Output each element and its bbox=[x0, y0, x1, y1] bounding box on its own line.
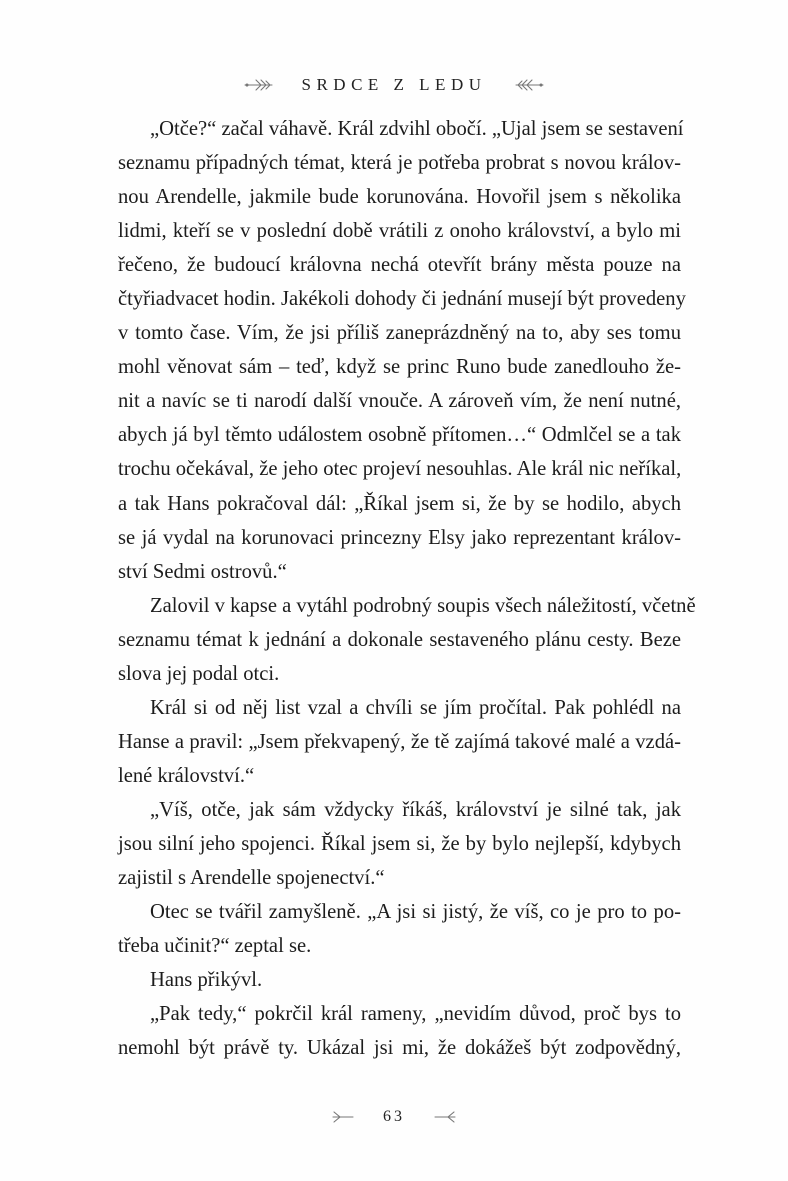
text-line: seznamu případných témat, která je potřeba probrat s novou králov- bbox=[118, 152, 681, 175]
text-line: zajistil s Arendelle spojenectví.“ bbox=[118, 867, 385, 890]
body-text bbox=[118, 112, 696, 1065]
text-line: seznamu témat k jednání a dokonale sestaveného plánu cesty. Beze bbox=[118, 628, 681, 651]
arrow-fletching-left-icon bbox=[514, 78, 544, 92]
text-line: „Otče?“ začal váhavě. Král zdvihl obočí. „Ujal jsem se sestavení bbox=[150, 118, 684, 140]
text-line: Otec se tvářil zamyšleně. „A jsi si jistý, že víš, co je pro to po- bbox=[150, 901, 681, 924]
text-line: Hans přikývl. bbox=[150, 969, 263, 992]
text-line: řečeno, že budoucí královna nechá otevřít brány města pouze na bbox=[118, 254, 681, 277]
text-line: a tak Hans pokračoval dál: „Říkal jsem si, že by se hodilo, abych bbox=[118, 492, 681, 515]
text-line: trochu očekával, že jeho otec projeví nesouhlas. Ale král nic neříkal, bbox=[118, 458, 682, 481]
running-head bbox=[0, 70, 788, 98]
text-line: lené království.“ bbox=[118, 764, 255, 787]
text-line: čtyřiadvacet hodin. Jakékoli dohody či jednání musejí být provedeny bbox=[118, 288, 686, 311]
text-line: Zalovil v kapse a vytáhl podrobný soupis všech náležitostí, včetně bbox=[150, 594, 696, 617]
text-line: Král si od něj list vzal a chvíli se jím pročítal. Pak pohlédl na bbox=[150, 696, 681, 719]
text-line: nemohl být právě ty. Ukázal jsi mi, že dokážeš být zodpovědný, bbox=[118, 1037, 681, 1060]
text-line: se já vydal na korunovaci princezny Elsy jako reprezentant králov- bbox=[118, 526, 681, 549]
book-title: SRDCE Z LEDU bbox=[301, 75, 487, 95]
text-line: nou Arendelle, jakmile bude korunována. Hovořil jsem s několika bbox=[118, 186, 681, 209]
text-line: jsou silní jeho spojenci. Říkal jsem si, že by bylo nejlepší, kdybych bbox=[118, 832, 681, 855]
text-line: třeba učinit?“ zeptal se. bbox=[118, 935, 312, 958]
text-line: lidmi, kteří se v poslední době vrátili z onoho království, a bylo mi bbox=[118, 220, 681, 243]
arrow-fletching-right-icon bbox=[244, 78, 274, 92]
text-line: mohl věnovat sám – teď, když se princ Runo bude zanedlouho že- bbox=[118, 356, 681, 379]
folio bbox=[0, 1106, 788, 1128]
arrow-tail-left-icon bbox=[434, 1111, 456, 1123]
page-number: 63 bbox=[383, 1108, 405, 1126]
text-line: slova jej podal otci. bbox=[118, 662, 280, 685]
text-line: „Víš, otče, jak sám vždycky říkáš, království je silné tak, jak bbox=[150, 798, 681, 821]
text-line: nit a navíc se ti narodí další vnouče. A zároveň vím, že není nutné, bbox=[118, 390, 681, 413]
text-line: „Pak tedy,“ pokrčil král rameny, „nevidím důvod, proč bys to bbox=[150, 1003, 681, 1026]
text-line: v tomto čase. Vím, že jsi příliš zaneprázdněný na to, aby ses tomu bbox=[118, 322, 681, 345]
text-line: Hanse a pravil: „Jsem překvapený, že tě zajímá takové malé a vzdá- bbox=[118, 730, 681, 753]
text-line: ství Sedmi ostrovů.“ bbox=[118, 560, 287, 583]
arrow-tail-right-icon bbox=[332, 1111, 354, 1123]
text-line: abych já byl těmto událostem osobně přítomen…“ Odmlčel se a tak bbox=[118, 424, 681, 447]
